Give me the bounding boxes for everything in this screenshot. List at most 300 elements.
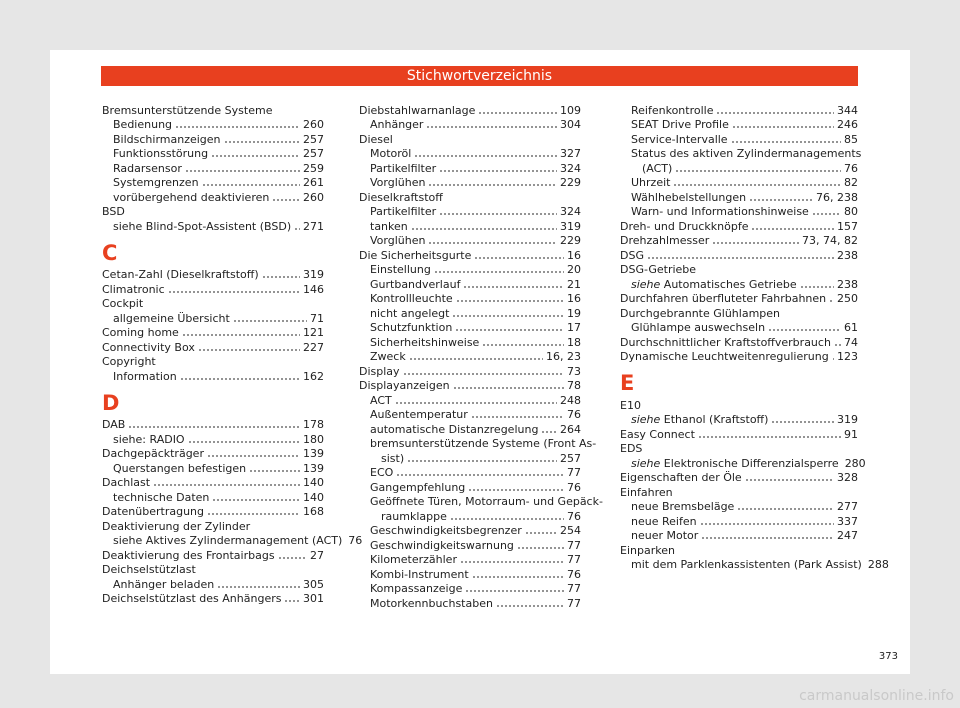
entry-text: Connectivity Box (102, 340, 195, 354)
leader-dots (272, 199, 300, 201)
entry-text: DAB (102, 418, 126, 431)
entry-page-number: 238 (837, 277, 858, 291)
index-entry (359, 102, 581, 117)
entry-text: Service-Intervalle (631, 132, 728, 146)
entry-text: Bildschirmanzeigen (113, 132, 221, 146)
entry-label (370, 307, 449, 320)
entry-text: Drehzahlmesser (620, 234, 710, 247)
entry-text: neue Reifen (631, 514, 697, 528)
leader-dots (180, 378, 300, 380)
leader-dots (800, 286, 834, 288)
index-entry (359, 204, 581, 219)
index-entry (102, 533, 363, 548)
entry-page-number: 319 (837, 413, 858, 426)
index-entry (620, 412, 858, 427)
leader-dots (284, 600, 300, 602)
index-entry (620, 542, 858, 557)
leader-dots (175, 126, 300, 128)
index-entry (359, 131, 581, 146)
leader-dots (517, 547, 564, 549)
entry-label (102, 104, 272, 117)
leader-dots (233, 320, 307, 322)
index-entry (359, 218, 581, 233)
entry-page-number: 16 (567, 248, 581, 262)
entry-label (631, 278, 797, 291)
index-entry (359, 581, 581, 596)
entry-text: siehe Blind-Spot-Assistent (BSD) (113, 219, 292, 233)
entry-text: Motorkennbuchstaben (370, 596, 493, 610)
entry-page-number: 162 (303, 369, 324, 383)
see-reference: siehe (631, 277, 661, 291)
index-entry (359, 189, 581, 204)
leader-dots (207, 455, 300, 457)
index-entry (620, 262, 858, 277)
index-page (50, 50, 910, 674)
entry-label (113, 491, 209, 504)
entry-text: Easy Connect (620, 427, 695, 441)
entry-text: Geöffnete Türen, Motorraum- und Gepäck- (370, 495, 603, 508)
see-reference: siehe (631, 413, 661, 426)
entry-label (620, 307, 780, 320)
entry-label (113, 534, 342, 547)
entry-label (370, 423, 538, 436)
entry-page-number: 257 (303, 147, 324, 160)
leader-dots (188, 441, 300, 443)
entry-label (370, 278, 460, 291)
leader-dots (450, 518, 564, 520)
entry-text: bremsunterstützende Systeme (Front As- (370, 437, 597, 450)
index-entry (102, 218, 324, 233)
index-entry (102, 160, 324, 175)
entry-page-number: 238 (837, 248, 858, 262)
entry-page-number: 16 (567, 292, 581, 305)
entry-label (620, 442, 642, 455)
index-entry (620, 117, 858, 132)
entry-text: Bremsunterstützende Systeme (102, 103, 273, 117)
index-column-2 (359, 102, 603, 610)
index-entry (359, 233, 581, 248)
entry-label (381, 510, 447, 523)
entry-label (631, 118, 729, 131)
entry-text: Deichselstützlast (102, 563, 196, 576)
entry-text: Kilometerzähler (370, 553, 457, 566)
entry-text: Durchschnittlicher Kraftstoffverbrauch (620, 335, 831, 349)
entry-label (359, 133, 393, 146)
entry-label (620, 249, 644, 262)
entry-text: SEAT Drive Profile (631, 118, 729, 131)
entry-text: Funktionsstörung (113, 147, 209, 160)
leader-dots (465, 590, 564, 592)
entry-text: Motoröl (370, 147, 412, 160)
entry-text: Einstellung (370, 263, 431, 276)
leader-dots (211, 155, 300, 157)
entry-page-number: 344 (837, 103, 858, 117)
entry-page-number: 319 (303, 268, 324, 281)
entry-text: Deichselstützlast des Anhängers (102, 592, 282, 605)
entry-label (370, 234, 425, 247)
entry-text: siehe Aktives Zylindermanagement (ACT) (113, 534, 343, 547)
entry-label (370, 437, 596, 450)
index-entry (620, 146, 862, 161)
index-entry (620, 320, 858, 335)
entry-text: ECO (370, 466, 394, 479)
entry-label (370, 205, 436, 218)
entry-text: Reifenkontrolle (631, 103, 714, 117)
index-entry (102, 576, 324, 591)
entry-text: allgemeine Übersicht (113, 311, 230, 325)
entry-page-number: 71 (310, 311, 324, 325)
leader-dots (768, 329, 841, 331)
entry-page-number: 140 (303, 476, 324, 489)
entry-page-number: 80 (844, 205, 858, 218)
entry-text: Dynamische Leuchtweitenregulierung (620, 350, 829, 363)
entry-label (620, 471, 742, 484)
leader-dots (463, 286, 564, 288)
index-entry (620, 397, 858, 412)
entry-text: Anhänger beladen (113, 577, 215, 591)
entry-page-number: 305 (303, 577, 324, 591)
leader-dots (434, 271, 564, 273)
index-column-1 (102, 102, 363, 605)
leader-dots (207, 513, 300, 515)
leader-dots (675, 170, 841, 172)
index-entry (620, 499, 858, 514)
index-entry (102, 310, 324, 325)
index-entry (359, 407, 581, 422)
entry-page-number: 18 (567, 335, 581, 349)
index-entry (359, 146, 581, 161)
leader-dots (456, 300, 564, 302)
entry-text: Partikelfilter (370, 161, 437, 175)
index-entry (102, 368, 324, 383)
entry-text: Schutzfunktion (370, 321, 453, 334)
entry-label (370, 568, 469, 581)
entry-page-number: 77 (567, 466, 581, 479)
entry-page-number: 260 (303, 190, 324, 204)
entry-label (113, 312, 230, 325)
entry-text: Deaktivierung des Frontairbags (102, 548, 275, 562)
entry-text: Copyright (102, 355, 156, 368)
entry-page-number: 109 (560, 103, 581, 117)
entry-text: Bedienung (113, 118, 173, 131)
entry-label (370, 220, 408, 233)
index-entry (620, 218, 858, 233)
index-entry (102, 547, 324, 562)
entry-text: Dachgepäckträger (102, 447, 204, 460)
entry-label (370, 350, 406, 363)
entry-label (370, 394, 392, 407)
index-entry (359, 305, 581, 320)
entry-text: EDS (620, 442, 643, 455)
entry-text: vorübergehend deaktivieren (113, 190, 270, 204)
entry-page-number: 248 (560, 393, 581, 407)
entry-text: siehe: RADIO (113, 432, 185, 446)
index-entry (359, 465, 581, 480)
entry-label (620, 486, 673, 499)
index-entry (359, 392, 581, 407)
index-entry (359, 262, 581, 277)
leader-dots (749, 199, 813, 201)
entry-label (370, 292, 453, 305)
entry-page-number: 337 (837, 514, 858, 528)
entry-text: mit dem Parklenkassistenten (Park Assist) (631, 558, 862, 571)
entry-text: Status des aktiven Zylindermanagements (631, 147, 862, 160)
leader-dots (212, 499, 300, 501)
entry-text: Geschwindigkeitsbegrenzer (370, 524, 522, 537)
index-entry (102, 339, 324, 354)
leader-dots (460, 561, 564, 563)
entry-label (102, 341, 195, 354)
index-entry (620, 247, 858, 262)
entry-text: BSD (102, 205, 125, 218)
entry-label (102, 418, 125, 431)
entry-text: Radarsensor (113, 161, 182, 175)
index-entry (620, 175, 858, 190)
entry-label (620, 399, 641, 412)
entry-label (370, 336, 479, 349)
entry-label (631, 529, 698, 542)
entry-label (620, 336, 831, 349)
index-entry (102, 189, 324, 204)
entry-text: Die Sicherheitsgurte (359, 248, 472, 262)
leader-dots (262, 276, 300, 278)
index-entry (620, 204, 858, 219)
entry-label (370, 524, 522, 537)
leader-dots (452, 315, 564, 317)
index-entry (102, 117, 324, 132)
entry-text: DSG-Getriebe (620, 263, 697, 276)
entry-page-number: 85 (844, 132, 858, 146)
index-entry (102, 281, 324, 296)
entry-page-number: 264 (560, 422, 581, 436)
entry-label (113, 176, 199, 189)
leader-dots (403, 373, 564, 375)
entry-label (631, 500, 734, 513)
entry-page-number: 254 (560, 524, 581, 537)
entry-page-number: 121 (303, 326, 324, 339)
entry-page-number: 82 (844, 176, 858, 189)
index-entry (620, 189, 858, 204)
entry-label (620, 350, 829, 363)
index-entry (620, 291, 858, 306)
index-entry (102, 267, 324, 282)
index-entry (102, 562, 324, 577)
entry-text: Wählhebelstellungen (631, 190, 747, 204)
entry-label (370, 162, 436, 175)
entry-label (370, 408, 468, 421)
entry-text: automatische Distanzregelung (370, 422, 539, 436)
entry-label (370, 597, 493, 610)
index-entry (102, 518, 324, 533)
entry-text: Coming home (102, 326, 179, 339)
leader-dots (496, 605, 564, 607)
entry-page-number: 20 (567, 263, 581, 276)
leader-dots (182, 334, 300, 336)
leader-dots (751, 228, 834, 230)
entry-text: Außentemperatur (370, 408, 468, 421)
entry-text: Einfahren (620, 485, 673, 499)
index-entry (620, 305, 858, 320)
entry-page-number: 246 (837, 118, 858, 131)
leader-dots (198, 349, 300, 351)
entry-label (113, 133, 221, 146)
entry-label (631, 413, 768, 426)
entry-label (113, 220, 291, 233)
index-entry (620, 528, 858, 543)
entry-text: Vorglühen (370, 234, 426, 247)
entry-text: Datenübertragung (102, 505, 204, 518)
entry-text: Warn- und Informationshinweise (631, 205, 809, 218)
entry-text: nicht angelegt (370, 306, 450, 320)
entry-text: Durchfahren überfluteter Fahrbahnen (620, 292, 827, 305)
entry-label (370, 263, 431, 276)
index-entry (102, 475, 324, 490)
entry-label (102, 592, 281, 605)
index-entry (620, 160, 858, 175)
section-letter: D (102, 390, 120, 415)
entry-label (102, 563, 196, 576)
entry-text: (ACT) (642, 161, 673, 175)
entry-label (631, 147, 861, 160)
entry-text: Diesel (359, 132, 393, 146)
index-entry (359, 494, 603, 509)
entry-text: Vorglühen (370, 176, 426, 189)
leader-dots (278, 557, 307, 559)
index-entry (359, 291, 581, 306)
index-entry (102, 296, 324, 311)
entry-label (102, 297, 143, 310)
entry-label (102, 355, 156, 368)
entry-label (359, 104, 475, 117)
leader-dots (414, 155, 557, 157)
leader-dots (812, 213, 841, 215)
entry-page-number: 27 (310, 548, 324, 562)
entry-label (620, 220, 748, 233)
entry-page-number: 319 (560, 219, 581, 233)
entry-text: Kontrollleuchte (370, 292, 453, 305)
entry-label (113, 433, 185, 446)
leader-dots (396, 474, 564, 476)
entry-text: Zweck (370, 350, 406, 363)
entry-text: Uhrzeit (631, 176, 671, 189)
entry-text: Cetan-Zahl (Dieselkraftstoff) (102, 268, 259, 281)
entry-label (359, 249, 471, 262)
leader-dots (185, 170, 300, 172)
entry-page-number: 247 (837, 529, 858, 542)
entry-text: tanken (370, 219, 408, 233)
leader-dots (409, 358, 543, 360)
index-entry (102, 431, 324, 446)
entry-label (370, 481, 465, 494)
leader-dots (153, 484, 300, 486)
entry-label (631, 558, 862, 571)
entry-label (631, 191, 746, 204)
index-entry (102, 489, 324, 504)
leader-dots (701, 537, 834, 539)
leader-dots (731, 141, 841, 143)
entry-text: Deaktivierung der Zylinder (102, 519, 251, 533)
entry-label (370, 582, 462, 595)
index-entry (359, 175, 581, 190)
entry-page-number: 157 (837, 219, 858, 233)
entry-label (370, 118, 423, 131)
entry-page-number: 140 (303, 490, 324, 504)
entry-text: ACT (370, 393, 392, 407)
index-column-3 (620, 102, 889, 571)
index-entry (359, 117, 581, 132)
index-entry (620, 441, 858, 456)
entry-page-number: 76 (348, 534, 363, 547)
entry-text: Geschwindigkeitswarnung (370, 538, 514, 552)
entry-label (359, 379, 450, 392)
entry-label (370, 495, 603, 508)
entry-text: Durchgebrannte Glühlampen (620, 306, 781, 320)
index-entry (359, 552, 581, 567)
entry-text: Automatisches Getriebe (663, 277, 797, 291)
entry-page-number: 288 (867, 558, 889, 571)
index-entry (620, 513, 858, 528)
entry-text: Displayanzeigen (359, 379, 450, 392)
entry-label (370, 539, 514, 552)
entry-page-number: 77 (567, 538, 581, 552)
index-entry (620, 131, 858, 146)
leader-dots (128, 426, 300, 428)
entry-label (102, 268, 259, 281)
entry-text: Dreh- und Druckknöpfe (620, 219, 749, 233)
leader-dots (249, 470, 300, 472)
index-entry (359, 595, 581, 610)
entry-text: Gurtbandverlauf (370, 277, 461, 291)
entry-label (102, 520, 250, 533)
entry-text: neuer Motor (631, 529, 699, 542)
leader-dots (829, 300, 834, 302)
entry-text: Climatronic (102, 282, 165, 296)
entry-page-number: 257 (560, 451, 581, 465)
entry-label (370, 466, 393, 479)
entry-page-number: 277 (837, 500, 858, 513)
entry-label (370, 147, 411, 160)
entry-text: neue Bremsbeläge (631, 500, 735, 513)
leader-dots (474, 257, 564, 259)
entry-label (631, 321, 765, 334)
entry-page-number: 17 (567, 321, 581, 334)
leader-dots (439, 170, 557, 172)
entry-page-number: 77 (567, 596, 581, 610)
entry-text: Display (359, 364, 400, 378)
entry-page-number: 250 (837, 292, 858, 305)
entry-label (631, 104, 713, 117)
leader-dots (482, 344, 564, 346)
index-entry (620, 484, 858, 499)
entry-label (631, 515, 697, 528)
entry-page-number: 324 (560, 205, 581, 218)
index-entry (102, 325, 324, 340)
entry-label (359, 191, 443, 204)
index-entry (102, 504, 324, 519)
leader-dots (439, 213, 557, 215)
index-entry (102, 446, 324, 461)
leader-dots (700, 523, 834, 525)
page-number: 373 (878, 651, 898, 662)
entry-page-number: 76 (844, 161, 858, 175)
index-entry (620, 455, 866, 470)
entry-text: Ethanol (Kraftstoff) (663, 413, 769, 426)
entry-text: Gangempfehlung (370, 480, 466, 494)
entry-label (370, 321, 452, 334)
entry-label (102, 447, 204, 460)
index-entry (102, 417, 324, 432)
leader-dots (202, 184, 300, 186)
